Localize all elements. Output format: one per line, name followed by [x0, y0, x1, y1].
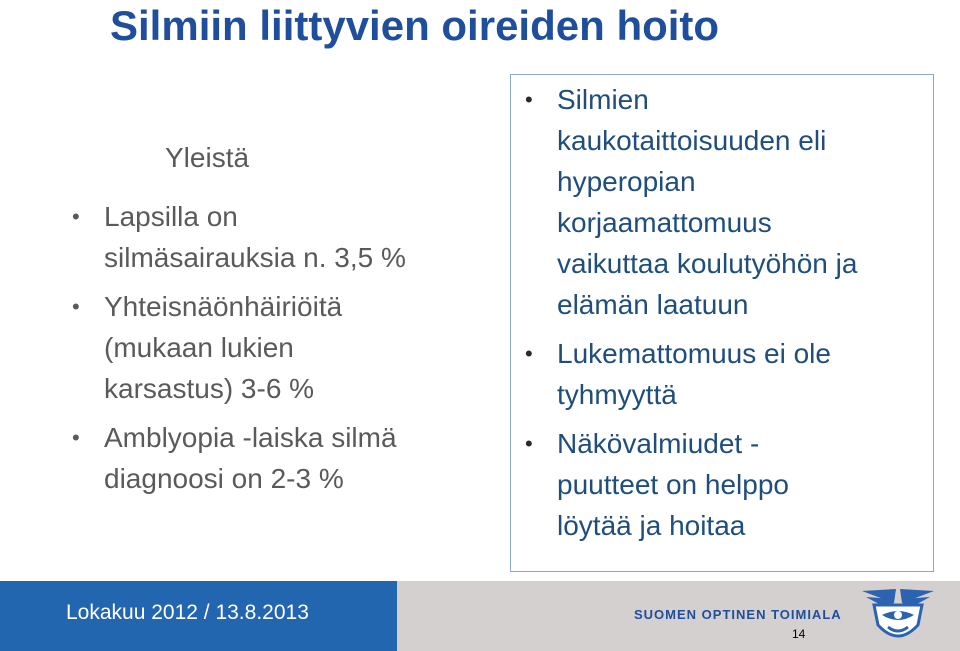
- bullet-dot-icon: •: [72, 294, 80, 319]
- bullet-text-line: karsastus) 3-6 %: [104, 373, 315, 404]
- bullet-text-line: vaikuttaa koulutyöhön ja: [557, 248, 858, 279]
- left-bullet-item: [60, 286, 500, 409]
- right-bullet-item: [513, 423, 931, 546]
- bullet-text-line: löytää ja hoitaa: [557, 510, 746, 541]
- bullet-text-line: puutteet on helppo: [557, 469, 789, 500]
- bullet-text-line: kaukotaittoisuuden eli: [557, 125, 827, 156]
- footer-bar: [0, 581, 960, 651]
- bullet-text-line: diagnoosi on 2-3 %: [104, 463, 344, 494]
- bullet-text-line: elämän laatuun: [557, 289, 749, 320]
- bullet-dot-icon: •: [525, 341, 533, 366]
- shield-wings-logo-icon: [860, 585, 936, 647]
- bullet-text-line: hyperopian: [557, 166, 696, 197]
- page-number: 14: [792, 627, 806, 641]
- bullet-text-line: Yhteisnäönhäiriöitä: [104, 291, 343, 322]
- bullet-text-line: (mukaan lukien: [104, 332, 294, 363]
- right-bullet-item: [513, 79, 931, 325]
- right-bullet-item: [513, 333, 931, 415]
- bullet-text-line: korjaamattomuus: [557, 207, 772, 238]
- right-bullet-list: [513, 79, 931, 554]
- footer-date: Lokakuu 2012 / 13.8.2013: [66, 601, 309, 624]
- bullet-text-line: Näkövalmiudet -: [557, 428, 760, 459]
- right-text-box: [510, 74, 934, 572]
- bullet-text-line: Lukemattomuus ei ole: [557, 338, 831, 369]
- left-bullet-item: [60, 196, 500, 278]
- bullet-text-line: Silmien: [557, 84, 649, 115]
- bullet-text-line: Lapsilla on: [104, 201, 238, 232]
- footer-date-panel: [0, 581, 397, 651]
- left-bullet-item: [60, 417, 500, 499]
- bullet-dot-icon: •: [525, 87, 533, 112]
- bullet-text-line: silmäsairauksia n. 3,5 %: [104, 242, 406, 273]
- slide-title: Silmiin liittyvien oireiden hoito: [110, 2, 720, 49]
- bullet-text-line: Amblyopia -laiska silmä: [104, 422, 397, 453]
- bullet-dot-icon: •: [72, 204, 80, 229]
- bullet-text-line: tyhmyyttä: [557, 379, 677, 410]
- left-bullet-list: [60, 196, 500, 507]
- bullet-dot-icon: •: [525, 431, 533, 456]
- footer-organization: SUOMEN OPTINEN TOIMIALA: [634, 607, 842, 622]
- bullet-dot-icon: •: [72, 425, 80, 450]
- left-subheading: Yleistä: [165, 142, 250, 173]
